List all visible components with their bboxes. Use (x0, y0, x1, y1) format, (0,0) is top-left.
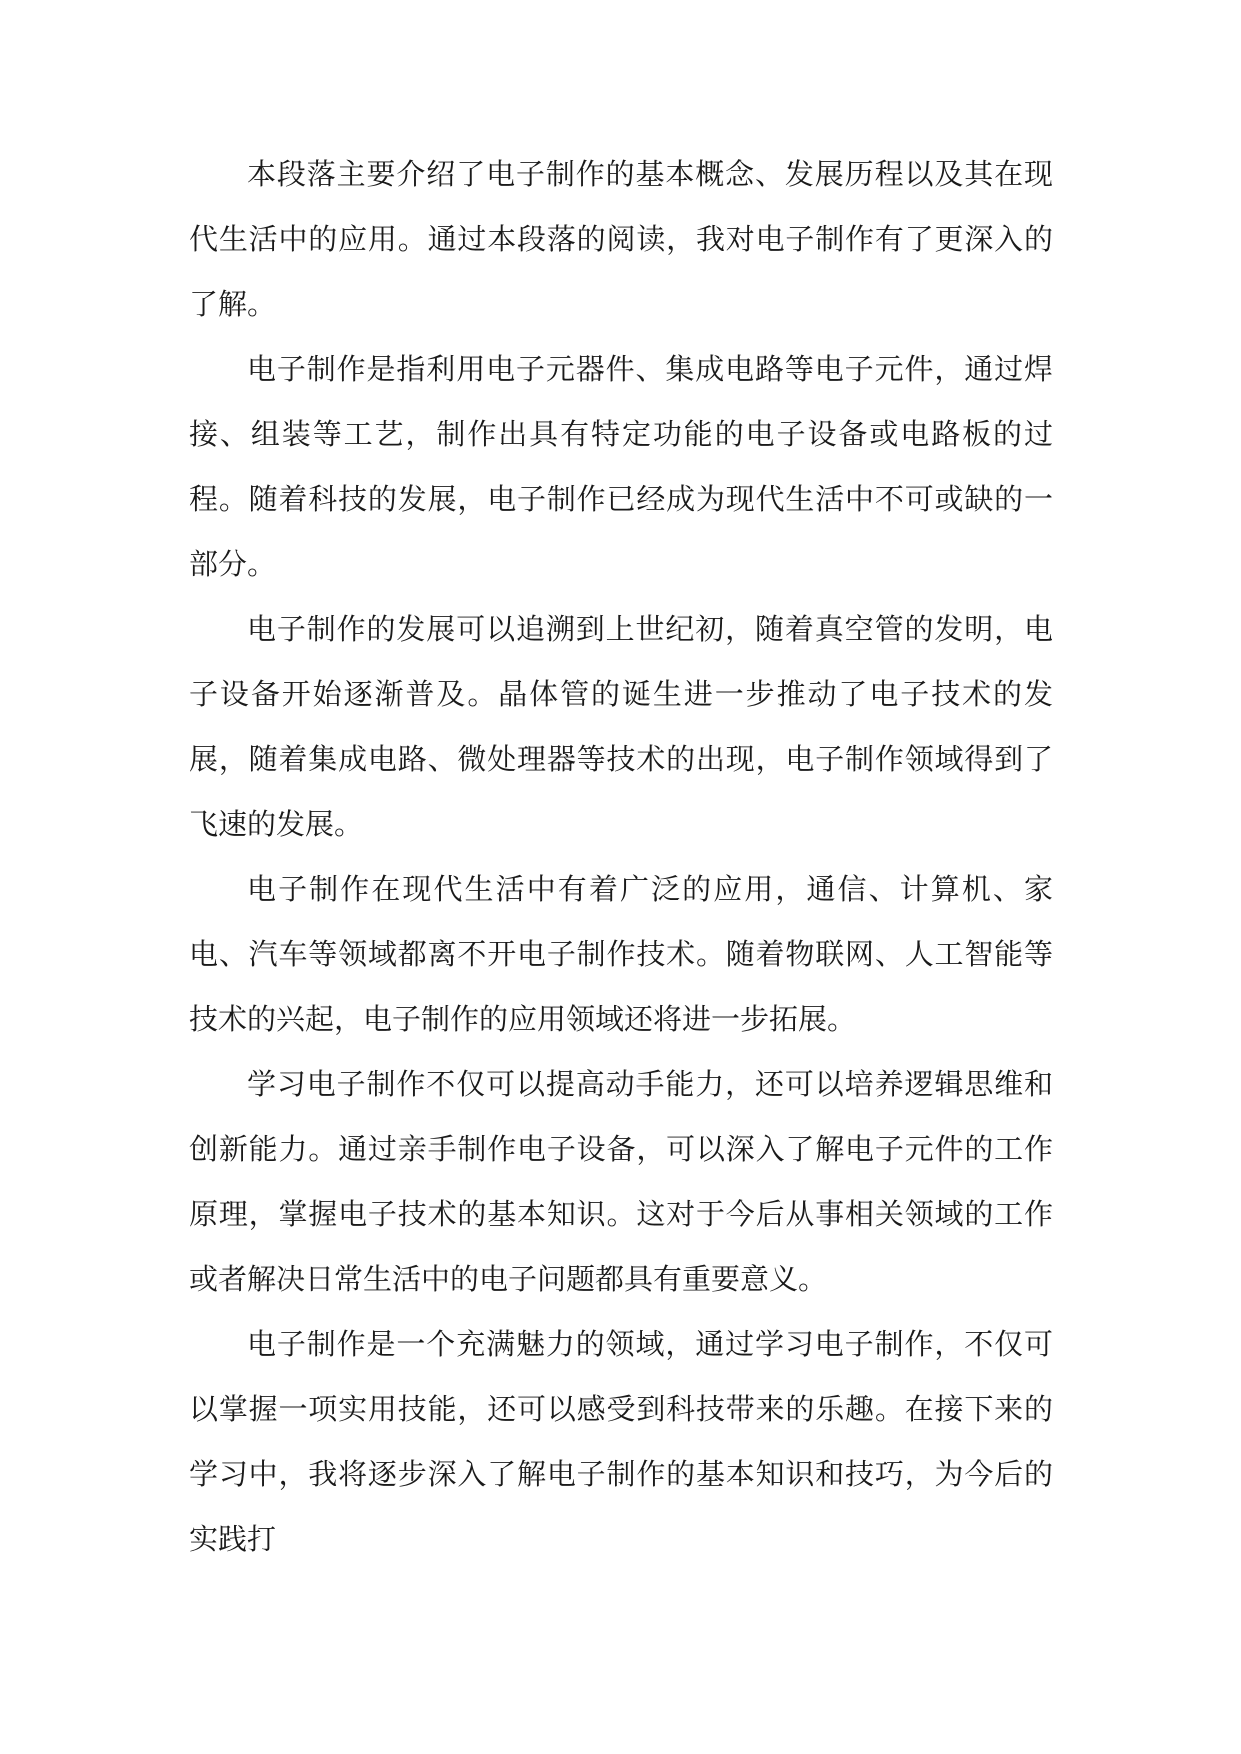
paragraph-intro: 本段落主要介绍了电子制作的基本概念、发展历程以及其在现代生活中的应用。通过本段落的阅读，我对电子制作有了更深入的了解。 (189, 157, 1053, 321)
paragraph-history: 电子制作的发展可以追溯到上世纪初，随着真空管的发明，电子设备开始逐渐普及。晶体管的诞生进一步推动了电子技术的发展，随着集成电路、微处理器等技术的出现，电子制作领域得到了飞速的发展。 (189, 612, 1053, 841)
paragraph-applications: 电子制作在现代生活中有着广泛的应用，通信、计算机、家电、汽车等领域都离不开电子制作技术。随着物联网、人工智能等技术的兴起，电子制作的应用领域还将进一步拓展。 (189, 872, 1053, 1036)
paragraph-conclusion: 电子制作是一个充满魅力的领域，通过学习电子制作，不仅可以掌握一项实用技能，还可以感受到科技带来的乐趣。在接下来的学习中，我将逐步深入了解电子制作的基本知识和技巧，为今后的实践打 (189, 1327, 1053, 1556)
paragraph-definition: 电子制作是指利用电子元器件、集成电路等电子元件，通过焊接、组装等工艺，制作出具有特定功能的电子设备或电路板的过程。随着科技的发展，电子制作已经成为现代生活中不可或缺的一部分。 (189, 352, 1053, 581)
paragraph-learning-benefits: 学习电子制作不仅可以提高动手能力，还可以培养逻辑思维和创新能力。通过亲手制作电子设备，可以深入了解电子元件的工作原理，掌握电子技术的基本知识。这对于今后从事相关领域的工作或者解决日常生活中的电子问题都具有重要意义。 (189, 1067, 1053, 1296)
document-body (189, 142, 1053, 1572)
